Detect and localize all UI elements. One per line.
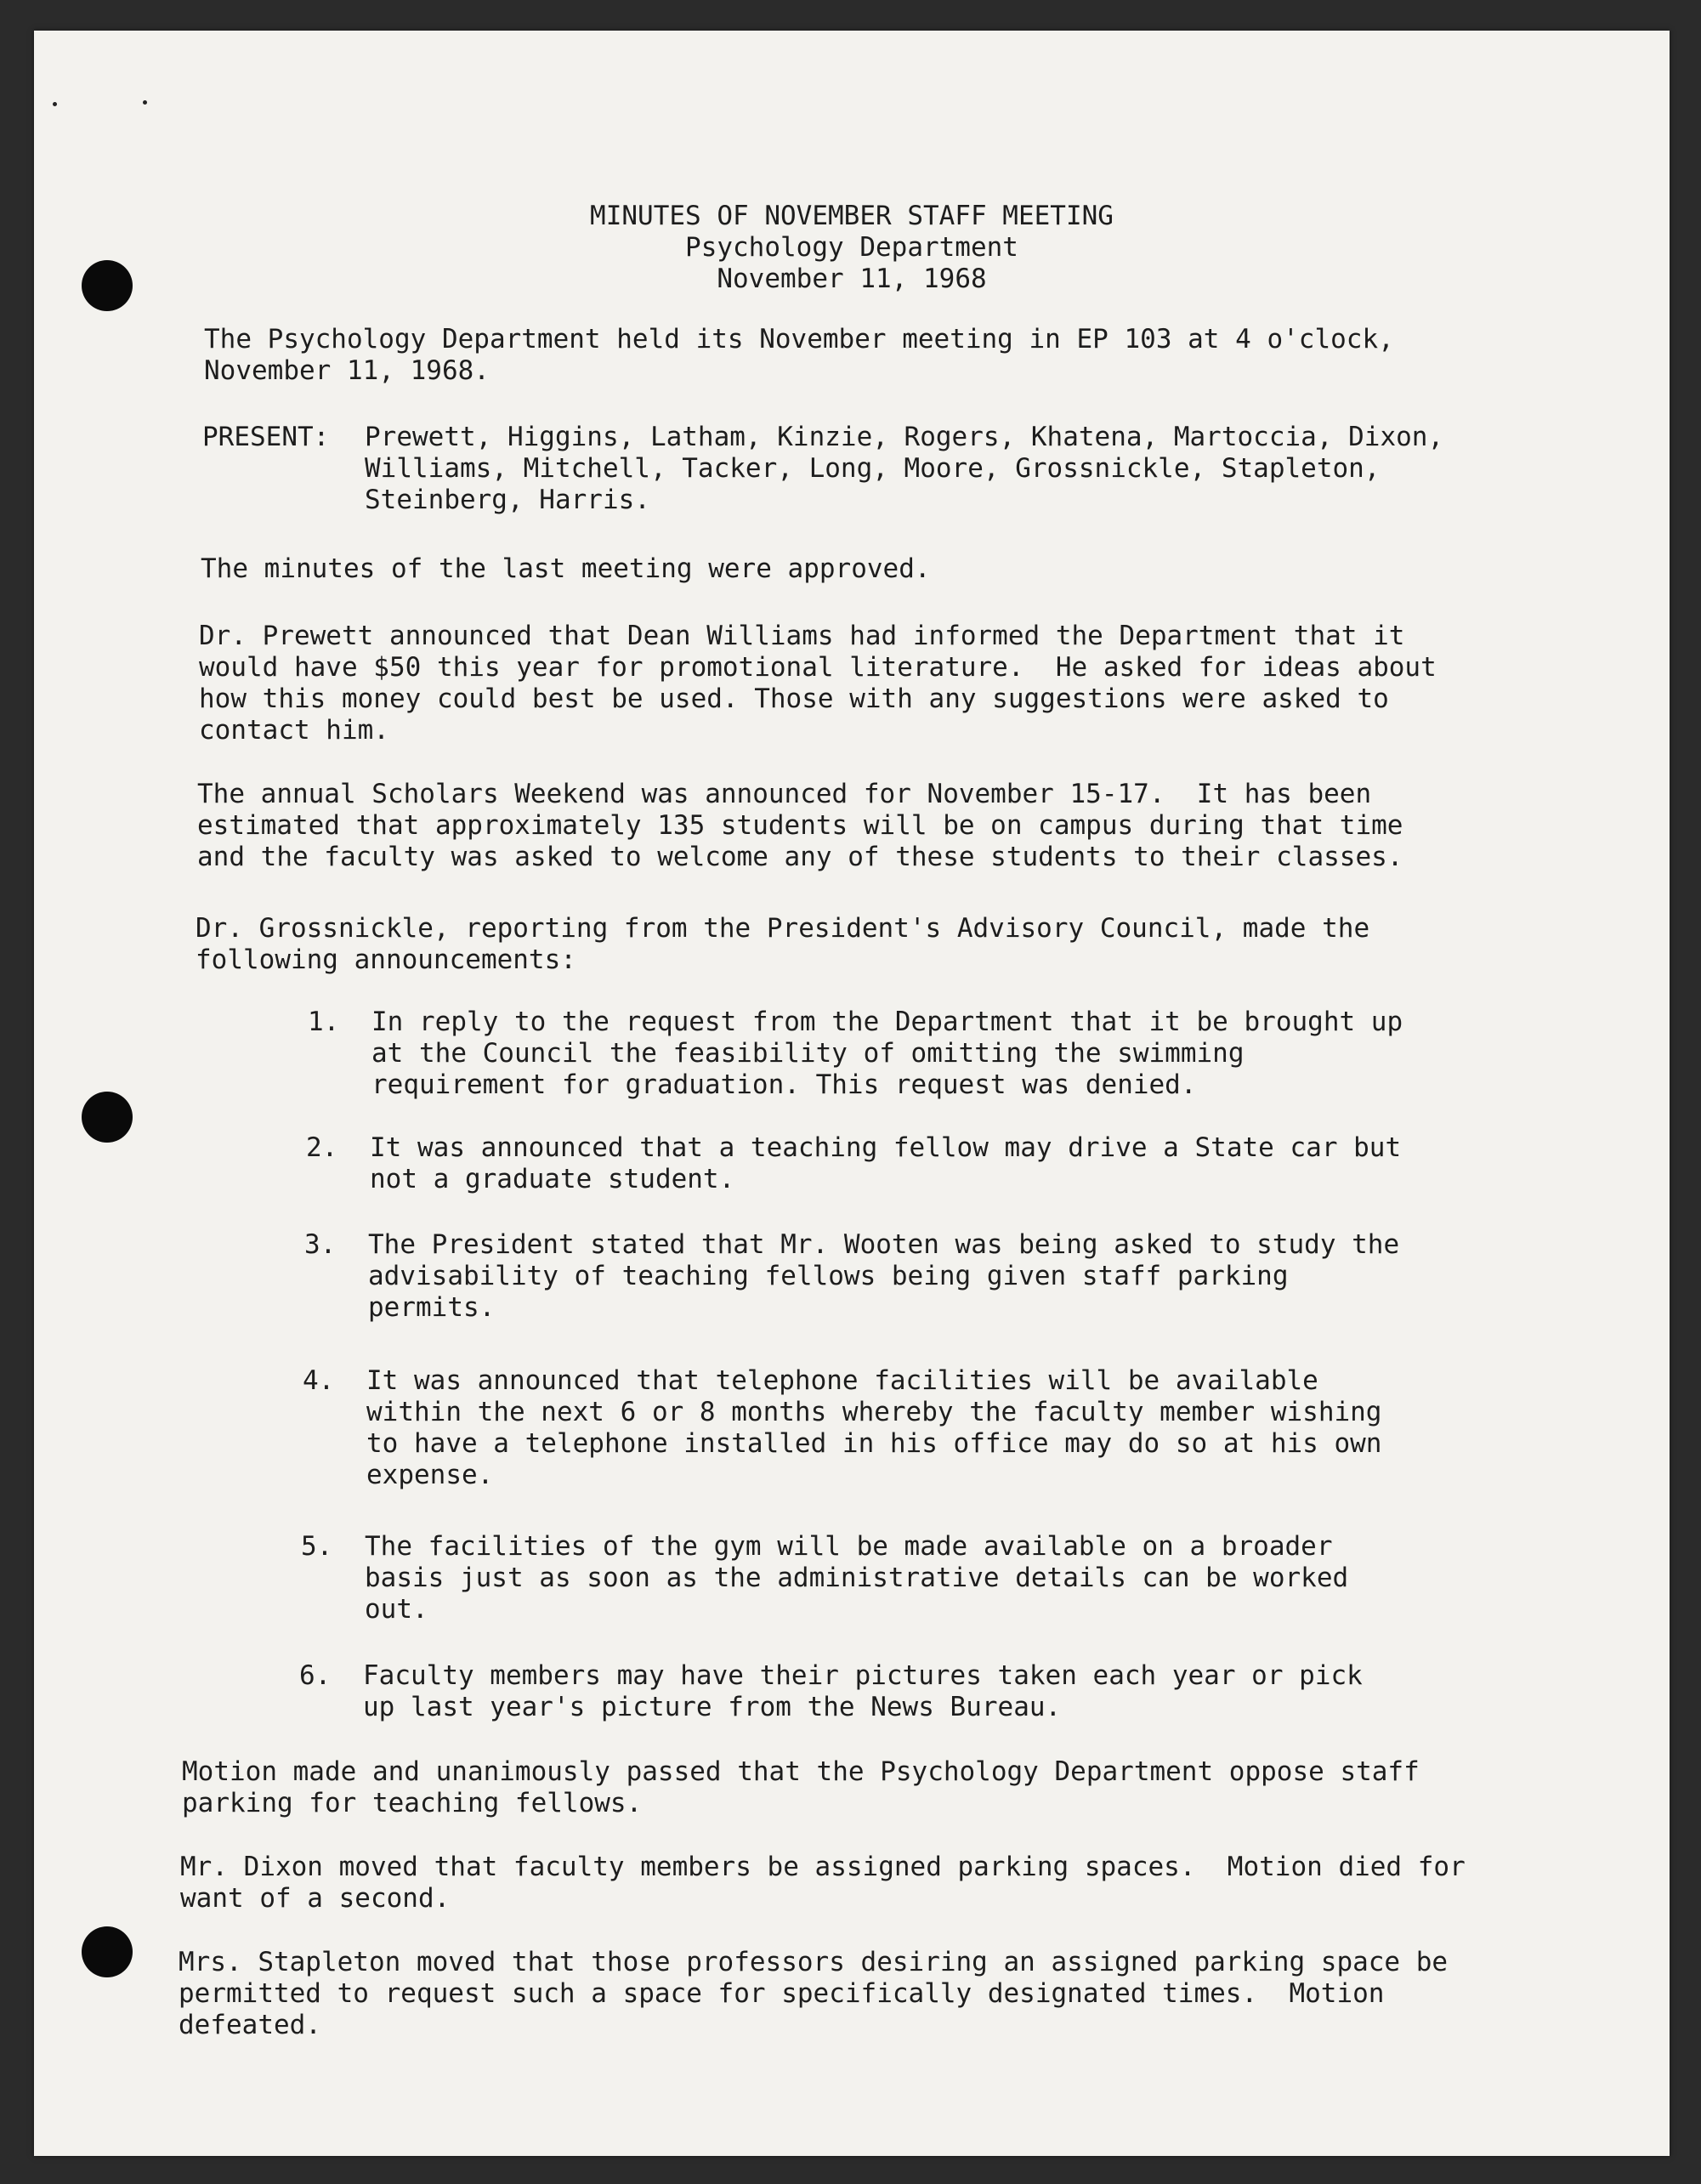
announcement-text: It was announced that telephone facilities will be available within the next 6 or 8 months whereby the faculty member wishing to have a telephone installed in his office may do so at his own expense.	[366, 1365, 1382, 1490]
document-title: MINUTES OF NOVEMBER STAFF MEETING	[590, 201, 1114, 231]
punch-hole	[82, 1926, 133, 1977]
announcement-number: 6.	[299, 1660, 332, 1691]
announcement-text: In reply to the request from the Department that it be brought up at the Council the feasibility of omitting the swimming requirement for graduation. This request was denied.	[371, 1007, 1403, 1100]
paragraph-advisory-council: Dr. Grossnickle, reporting from the President's Advisory Council, made the following announcements:	[196, 913, 1386, 975]
present-label: PRESENT:	[202, 422, 330, 452]
punch-hole	[82, 1092, 133, 1143]
meeting-date: November 11, 1968	[717, 264, 987, 294]
announcement-number: 5.	[301, 1531, 333, 1562]
announcement-number: 2.	[306, 1132, 338, 1163]
paragraph-scholars-weekend: The annual Scholars Weekend was announced for November 15-17. It has been estimated that approximately 135 students will be on campus during that time and the faculty was asked to welcome any of these students to their classes.	[197, 779, 1420, 872]
announcement-text: The President stated that Mr. Wooten was being asked to study the advisability of teaching fellows being given staff parking permits.	[368, 1229, 1400, 1323]
paper-speck	[143, 100, 147, 105]
motion-stapleton: Mrs. Stapleton moved that those professors desiring an assigned parking space be permitted to request such a space for specifically designated times. Motion defeated.	[179, 1947, 1464, 2040]
announcement-number: 4.	[303, 1365, 335, 1396]
announcement-number: 1.	[308, 1007, 340, 1037]
department-name: Psychology Department	[685, 232, 1018, 263]
document-header	[34, 201, 1670, 295]
paper-speck	[53, 102, 57, 106]
present-names: Prewett, Higgins, Latham, Kinzie, Rogers, Khatena, Martoccia, Dixon, Williams, Mitchell, Tacker, Long, Moore, Grossnickle, Stapleton, Steinberg, Harris.	[365, 422, 1444, 515]
motion-oppose-parking: Motion made and unanimously passed that the Psychology Department oppose staff parking for teaching fellows.	[182, 1756, 1436, 1818]
document-page	[34, 31, 1670, 2156]
announcement-number: 3.	[304, 1229, 337, 1260]
motion-dixon: Mr. Dixon moved that faculty members be assigned parking spaces. Motion died for want of a second.	[180, 1852, 1482, 1914]
paragraph-minutes: The minutes of the last meeting were approved.	[201, 553, 931, 584]
announcement-text: Faculty members may have their pictures taken each year or pick up last year's picture from the News Bureau.	[363, 1660, 1363, 1722]
announcement-text: It was announced that a teaching fellow may drive a State car but not a graduate student.	[370, 1132, 1402, 1194]
intro-paragraph: The Psychology Department held its November meeting in EP 103 at 4 o'clock, November 11, 1968.	[204, 324, 1410, 386]
paragraph-promotional: Dr. Prewett announced that Dean Williams had informed the Department that it would have $50 this year for promotional literature. He asked for ideas about how this money could best be used. Those with any suggestions were asked to contact him.	[199, 621, 1453, 746]
announcement-text: The facilities of the gym will be made available on a broader basis just as soon as the administrative details can be worked out.	[365, 1531, 1349, 1625]
